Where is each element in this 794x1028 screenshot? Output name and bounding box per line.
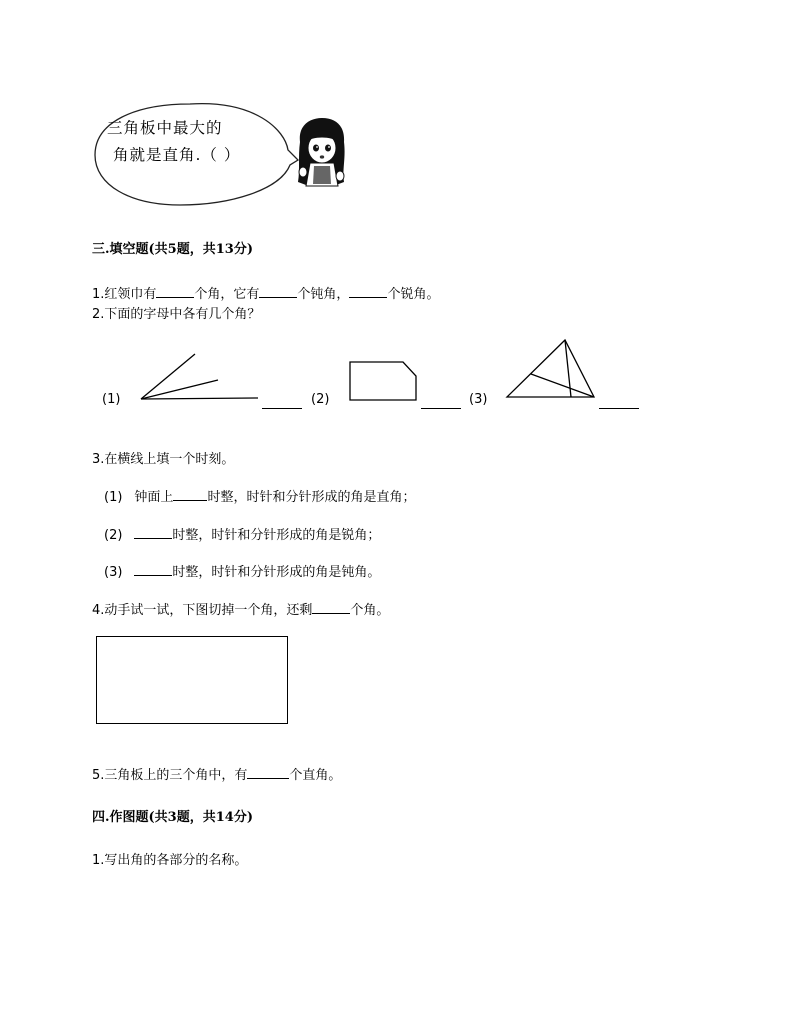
question-3-3-sub-1 <box>104 486 415 505</box>
question-3-3-sub-3 <box>104 561 380 580</box>
answer-blank[interactable] <box>247 766 289 779</box>
answer-blank[interactable] <box>134 526 172 539</box>
q4-text-pre: 4.动手试一试，下图切掉一个角，还剩 <box>92 603 313 618</box>
sub-label: (1) <box>104 490 123 505</box>
bubble-line-2: 角就是直角.（ ） <box>113 146 241 164</box>
q5-text-pre: 5.三角板上的三个角中，有 <box>92 768 248 783</box>
q5-text-post: 个直角。 <box>289 768 342 783</box>
question-3-3-sub-2 <box>104 524 380 543</box>
q1-part-3: 个钝角， <box>297 287 350 302</box>
question-3-3: 3.在横线上填一个时刻。 <box>92 452 235 467</box>
sub-label: (3) <box>104 565 123 580</box>
question-4-1: 1.写出角的各部分的名称。 <box>92 853 248 868</box>
figure-label-1: (1) <box>102 392 121 407</box>
section-4-title: 四.作图题(共3题，共14分) <box>92 810 253 825</box>
q4-text-post: 个角。 <box>350 603 390 618</box>
section-3-title: 三.填空题(共5题，共13分) <box>92 242 253 257</box>
question-3-4 <box>92 599 389 618</box>
sub-text-pre: 钟面上 <box>134 490 174 505</box>
q1-part-2: 个角，它有 <box>194 287 260 302</box>
figure-label-2: (2) <box>311 392 330 407</box>
answer-blank[interactable] <box>134 563 172 576</box>
sub-text-post: 时整，时针和分针形成的角是直角； <box>207 490 416 505</box>
rectangle-figure <box>96 636 288 724</box>
sub-text-post: 时整，时针和分针形成的角是钝角。 <box>172 565 381 580</box>
question-3-5 <box>92 764 341 783</box>
answer-blank[interactable] <box>312 601 350 614</box>
bubble-line-1: 三角板中最大的 <box>107 119 223 137</box>
answer-blank[interactable] <box>173 488 207 501</box>
q1-part-1: 1.红领巾有 <box>92 287 157 302</box>
sub-text-post: 时整，时针和分针形成的角是锐角； <box>172 528 381 543</box>
answer-blank-figure-3[interactable] <box>599 396 639 409</box>
question-3-2: 2.下面的字母中各有几个角？ <box>92 307 261 322</box>
figure-label-3: (3) <box>469 392 488 407</box>
q1-part-4: 个锐角。 <box>387 287 440 302</box>
sub-label: (2) <box>104 528 123 543</box>
